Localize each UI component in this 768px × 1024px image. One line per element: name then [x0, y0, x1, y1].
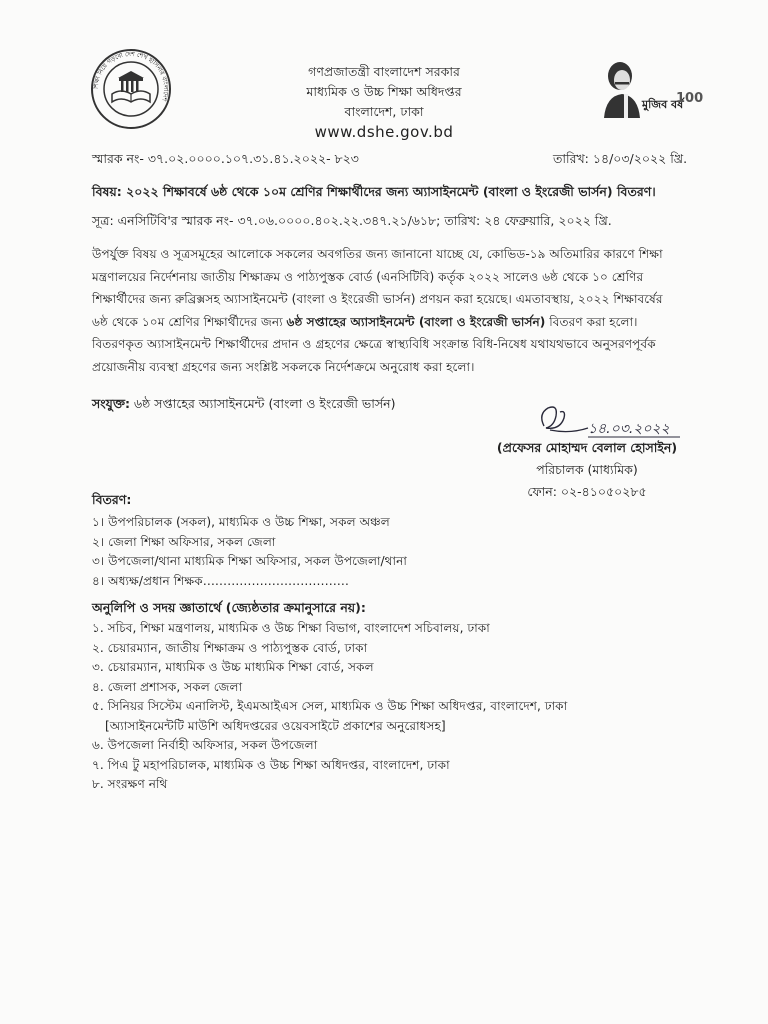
body-line: প্রয়োজনীয় ব্যবস্থা গ্রহণের জন্য সংশ্লিষ্ট সকলকে নির্দেশক্রমে অনুরোধ করা হলো।	[92, 359, 475, 374]
attachment-line	[92, 396, 395, 412]
list-item-note: [অ্যাসাইনমেন্টটি মাউশি অধিদপ্তরের ওয়েবসাইটে প্রকাশের অনুরোধসহ]	[105, 718, 446, 733]
body-emphasis: ৬ষ্ঠ সপ্তাহের অ্যাসাইনমেন্ট (বাংলা ও ইংরেজী ভার্সন)	[286, 314, 546, 329]
body-line: শিক্ষার্থীদের জন্য রুব্রিক্সসহ অ্যাসাইনমেন্ট (বাংলা ও ইংরেজী ভার্সন) প্রণয়ন করা হয়েছে। এমতাবস্থায়, ২০২২ শিক্ষাবর্ষের	[92, 292, 663, 306]
signer-block	[484, 437, 690, 503]
memo-date: তারিখ: ১৪/০৩/২০২২ খ্রি.	[553, 151, 688, 166]
website-url: www.dshe.gov.bd	[314, 123, 454, 141]
signer-title: পরিচালক (মাধ্যমিক)	[536, 462, 638, 477]
list-item: ১। উপপরিচালক (সকল), মাধ্যমিক ও উচ্চ শিক্ষা, সকল অঞ্চল	[92, 515, 390, 529]
list-item: ৮. সংরক্ষণ নথি	[92, 777, 168, 791]
body-text: বিতরণ করা হলো।	[545, 314, 638, 329]
attachment-label: সংযুক্ত:	[92, 396, 130, 411]
distribution-list	[92, 513, 407, 591]
signature-date: ১৪.০৩.২০২২	[588, 421, 670, 437]
body-line	[92, 311, 690, 334]
subject-line	[92, 184, 656, 200]
body-line: বিতরণকৃত অ্যাসাইনমেন্ট শিক্ষার্থীদের প্রদান ও গ্রহণের ক্ষেত্রে স্বাস্থ্যবিধি সংক্রান্ত বিধি-নিষেধ যথাযথভাবে অনুসরণপূর্বক	[92, 337, 656, 351]
list-item: ৪. জেলা প্রশাসক, সকল জেলা	[92, 679, 243, 694]
list-item: ২। জেলা শিক্ষা অফিসার, সকল জেলা	[92, 534, 276, 549]
seal-ring-text: শিক্ষা নিয়ে গড়বো দেশ শেখ হাসিনার বাংলাদেশ	[92, 50, 170, 102]
body-text: ৬ষ্ঠ থেকে ১০ম শ্রেণির শিক্ষার্থীদের জন্য	[92, 314, 287, 329]
reference-line: সূত্র: এনসিটিবি'র স্মারক নং- ৩৭.০৬.০০০০.৪০২.২২.৩৪৭.২১/৬১৮; তারিখ: ২৪ ফেব্রুয়ারি, ২০২২ খ্রি.	[92, 213, 612, 228]
copies-list	[92, 619, 567, 795]
list-item: ৩. চেয়ারম্যান, মাধ্যমিক ও উচ্চ মাধ্যমিক শিক্ষা বোর্ড, সকল	[92, 660, 374, 674]
list-item: ৩। উপজেলা/থানা মাধ্যমিক শিক্ষা অফিসার, সকল উপজেলা/থানা	[92, 554, 407, 568]
subject-label: বিষয়:	[92, 184, 122, 199]
body-line: মন্ত্রণালয়ের নির্দেশনায় জাতীয় শিক্ষাক্রম ও পাঠ্যপুস্তক বোর্ড (এনসিটিবি) কর্তৃক ২০২২ সালেও ৬ষ্ঠ থেকে ১০ শ্রেণির	[92, 269, 644, 284]
list-item: ৭. পিএ টু মহাপরিচালক, মাধ্যমিক ও উচ্চ শিক্ষা অধিদপ্তর, বাংলাদেশ, ঢাকা	[92, 757, 450, 772]
location: বাংলাদেশ, ঢাকা	[344, 104, 424, 119]
hundred-number: 100	[676, 91, 704, 106]
signer-phone: ফোন: ০২-৪১০৫০২৮৫	[527, 484, 647, 499]
government-name: গণপ্রজাতন্ত্রী বাংলাদেশ সরকার	[308, 64, 460, 79]
list-item: ১. সচিব, শিক্ষা মন্ত্রণালয়, মাধ্যমিক ও উচ্চ শিক্ষা বিভাগ, বাংলাদেশ সচিবালয়, ঢাকা	[92, 621, 490, 635]
list-item: ৫. সিনিয়র সিস্টেম এনালিস্ট, ইএমআইএস সেল, মাধ্যমিক ও উচ্চ শিক্ষা অধিদপ্তর, বাংলাদেশ, ঢাকা	[92, 699, 568, 713]
memo-number: স্মারক নং- ৩৭.০২.০০০০.১০৭.৩১.৪১.২০২২- ৮২৩	[92, 151, 359, 166]
mujib-borsho-logo	[596, 54, 704, 120]
list-item: ৪। অধ্যক্ষ/প্রধান শিক্ষক………………………………	[92, 573, 349, 588]
signer-name: (প্রফেসর মোহাম্মদ বেলাল হোসাইন)	[496, 440, 678, 455]
list-item: ২. চেয়ারম্যান, জাতীয় শিক্ষাক্রম ও পাঠ্যপুস্তক বোর্ড, ঢাকা	[92, 640, 368, 655]
attachment-text: ৬ষ্ঠ সপ্তাহের অ্যাসাইনমেন্ট (বাংলা ও ইংরেজী ভার্সন)	[129, 396, 396, 411]
body-paragraph	[92, 243, 690, 378]
copies-heading: অনুলিপি ও সদয় জ্ঞাতার্থে (জ্যেষ্ঠতার ক্রমানুসারে নয়):	[92, 600, 366, 615]
mujib-borsho-text: মুজিব বর্ষ	[642, 98, 684, 111]
directorate-name: মাধ্যমিক ও উচ্চ শিক্ষা অধিদপ্তর	[306, 84, 462, 99]
distribution-heading: বিতরণ:	[92, 492, 132, 507]
body-line: উপর্যুক্ত বিষয় ও সূত্রসমূহের আলোকে সকলের অবগতির জন্য জানানো যাচ্ছে যে, কোভিড-১৯ অতিমারির কারণে শিক্ষা	[92, 247, 663, 261]
list-item: ৬. উপজেলা নির্বাহী অফিসার, সকল উপজেলা	[92, 738, 318, 752]
handwritten-signature	[530, 400, 700, 442]
subject-text: ২০২২ শিক্ষাবর্ষে ৬ষ্ঠ থেকে ১০ম শ্রেণির শিক্ষার্থীদের জন্য অ্যাসাইনমেন্ট (বাংলা ও ইংরেজী ভার্সন) বিতরণ।	[126, 184, 656, 199]
